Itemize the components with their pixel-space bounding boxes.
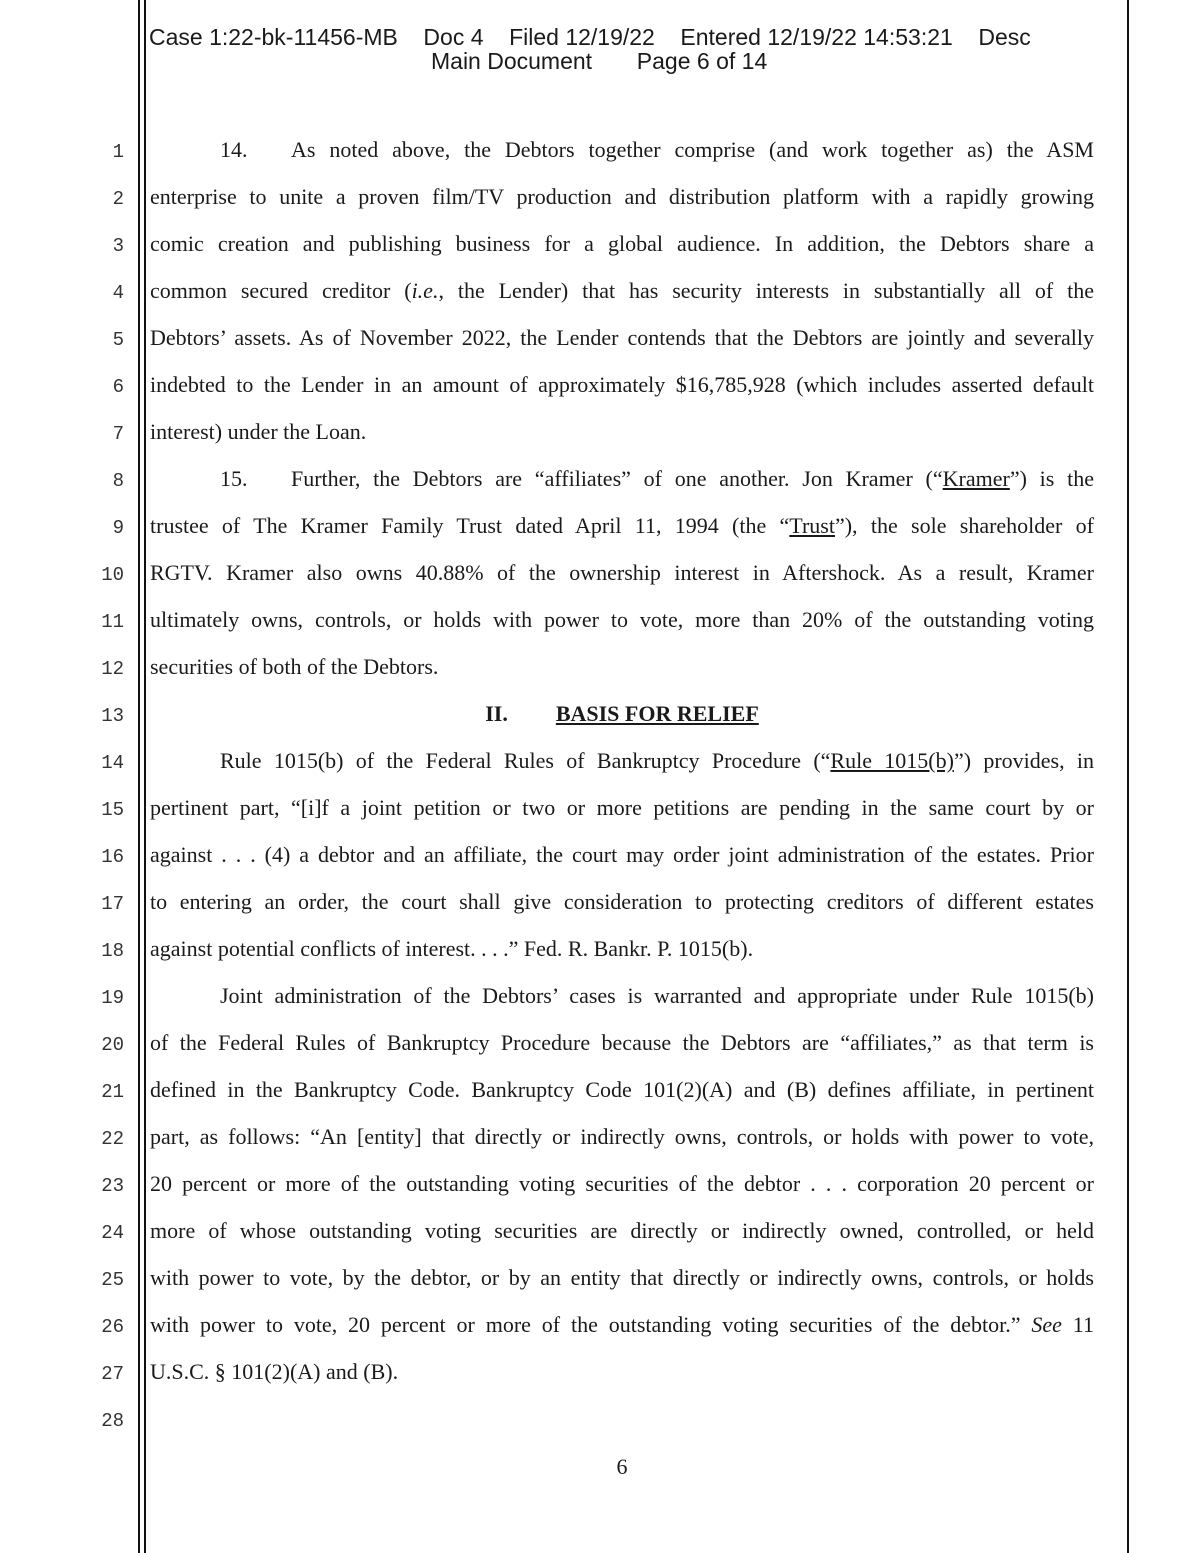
text-run: Rule 1015(b) of the Federal Rules of Bankruptcy Procedure (“ xyxy=(220,748,831,773)
line-number: 14 xyxy=(101,752,124,774)
rule-paragraph-line: to entering an order, the court shall give consideration to protecting creditors of different estates xyxy=(150,889,1094,914)
joint-paragraph-line: defined in the Bankruptcy Code. Bankruptcy Code 101(2)(A) and (B) defines affiliate, in pertinent xyxy=(150,1077,1094,1102)
line-number: 12 xyxy=(101,658,124,680)
section-heading xyxy=(150,699,1094,729)
line-number: 16 xyxy=(101,846,124,868)
paragraph-14-line: enterprise to unite a proven film/TV production and distribution platform with a rapidly growing xyxy=(150,184,1094,209)
joint-paragraph-line: Joint administration of the Debtors’ cases is warranted and appropriate under Rule 1015(b) xyxy=(220,983,1094,1008)
text-run: ”) is the xyxy=(1009,466,1094,491)
text-run-italic: i.e. xyxy=(411,278,439,303)
text-run: ”) provides, in xyxy=(953,748,1095,773)
rule-paragraph-line: pertinent part, “[i]f a joint petition or two or more petitions are pending in the same court by or xyxy=(150,795,1094,820)
joint-paragraph-line: of the Federal Rules of Bankruptcy Procedure because the Debtors are “affiliates,” as that term is xyxy=(150,1030,1094,1055)
line-number: 10 xyxy=(101,564,124,586)
paragraph-15-number: 15. xyxy=(220,466,248,491)
defined-term-rule: Rule 1015(b) xyxy=(830,748,954,773)
text-run: , the Lender) that has security interests in substantially all of the xyxy=(438,278,1094,303)
line-number: 13 xyxy=(101,705,124,727)
paragraph-15-line xyxy=(291,464,1094,494)
paragraph-15-line: RGTV. Kramer also owns 40.88% of the ownership interest in Aftershock. As a result, Kramer xyxy=(150,560,1094,585)
joint-paragraph-line: U.S.C. § 101(2)(A) and (B). xyxy=(150,1359,399,1384)
rule-paragraph-line: against potential conflicts of interest. . . .” Fed. R. Bankr. P. 1015(b). xyxy=(150,936,754,961)
line-number: 22 xyxy=(101,1128,124,1150)
text-run: Further, the Debtors are “affiliates” of one another. Jon Kramer (“ xyxy=(291,466,943,491)
line-number: 19 xyxy=(101,987,124,1009)
line-number: 4 xyxy=(112,282,124,304)
joint-paragraph-line: with power to vote, by the debtor, or by an entity that directly or indirectly owns, controls, or holds xyxy=(150,1265,1094,1290)
line-number: 23 xyxy=(101,1175,124,1197)
paragraph-14-number: 14. xyxy=(220,137,248,162)
line-number: 9 xyxy=(112,517,124,539)
joint-paragraph-line: 20 percent or more of the outstanding voting securities of the debtor . . . corporation 20 percent or xyxy=(150,1171,1094,1196)
joint-paragraph-line: more of whose outstanding voting securities are directly or indirectly owned, controlled, or held xyxy=(150,1218,1094,1243)
line-number: 24 xyxy=(101,1222,124,1244)
left-margin-rule-outer xyxy=(138,0,140,1553)
defined-term-trust: Trust xyxy=(789,513,835,538)
text-run: 11 xyxy=(1061,1312,1094,1337)
line-number: 18 xyxy=(101,940,124,962)
right-margin-rule xyxy=(1127,0,1129,1553)
rule-paragraph-line: against . . . (4) a debtor and an affiliate, the court may order joint administration of the estates. Prior xyxy=(150,842,1094,867)
line-number: 7 xyxy=(112,423,124,445)
paragraph-14-line: interest) under the Loan. xyxy=(150,419,367,444)
line-number: 15 xyxy=(101,799,124,821)
line-number: 17 xyxy=(101,893,124,915)
left-margin-rule-inner xyxy=(144,0,146,1553)
line-number: 1 xyxy=(112,141,124,163)
paragraph-14-line xyxy=(150,276,1094,306)
line-number: 11 xyxy=(101,611,124,633)
line-number: 8 xyxy=(112,470,124,492)
line-number: 20 xyxy=(101,1034,124,1056)
line-number: 5 xyxy=(112,329,124,351)
text-run: trustee of The Kramer Family Trust dated April 11, 1994 (the “ xyxy=(150,513,790,538)
line-number: 2 xyxy=(112,188,124,210)
line-number: 3 xyxy=(112,235,124,257)
paragraph-14-line: comic creation and publishing business for a global audience. In addition, the Debtors share a xyxy=(150,231,1094,256)
case-header-line-2: Main Document Page 6 of 14 xyxy=(431,48,768,74)
paragraph-15-line xyxy=(150,511,1094,541)
paragraph-15-line: ultimately owns, controls, or holds with power to vote, more than 20% of the outstanding voting xyxy=(150,607,1094,632)
text-run: with power to vote, 20 percent or more of the outstanding voting securities of the debtor.” xyxy=(150,1312,1032,1337)
defined-term-kramer: Kramer xyxy=(942,466,1010,491)
line-number: 27 xyxy=(101,1363,124,1385)
joint-paragraph-line xyxy=(150,1310,1094,1340)
text-run-italic: See xyxy=(1031,1312,1062,1337)
line-number: 21 xyxy=(101,1081,124,1103)
paragraph-14-line: Debtors’ assets. As of November 2022, the Lender contends that the Debtors are jointly and severally xyxy=(150,325,1094,350)
line-number: 25 xyxy=(101,1269,124,1291)
paragraph-14-line: indebted to the Lender in an amount of approximately $16,785,928 (which includes asserted default xyxy=(150,372,1094,397)
paragraph-14-line: As noted above, the Debtors together comprise (and work together as) the ASM xyxy=(291,137,1094,162)
line-number: 6 xyxy=(112,376,124,398)
section-number: II. xyxy=(485,701,508,726)
section-title: BASIS FOR RELIEF xyxy=(555,701,759,726)
page-number: 6 xyxy=(616,1454,628,1479)
line-number: 28 xyxy=(101,1410,124,1432)
line-number: 26 xyxy=(101,1316,124,1338)
text-run: ”), the sole shareholder of xyxy=(834,513,1094,538)
text-run: common secured creditor ( xyxy=(150,278,412,303)
paragraph-15-line: securities of both of the Debtors. xyxy=(150,654,439,679)
joint-paragraph-line: part, as follows: “An [entity] that directly or indirectly owns, controls, or holds with power to vote, xyxy=(150,1124,1094,1149)
case-header-line-1: Case 1:22-bk-11456-MB Doc 4 Filed 12/19/22 Entered 12/19/22 14:53:21 Desc xyxy=(149,24,1031,50)
rule-paragraph-line xyxy=(220,746,1094,776)
